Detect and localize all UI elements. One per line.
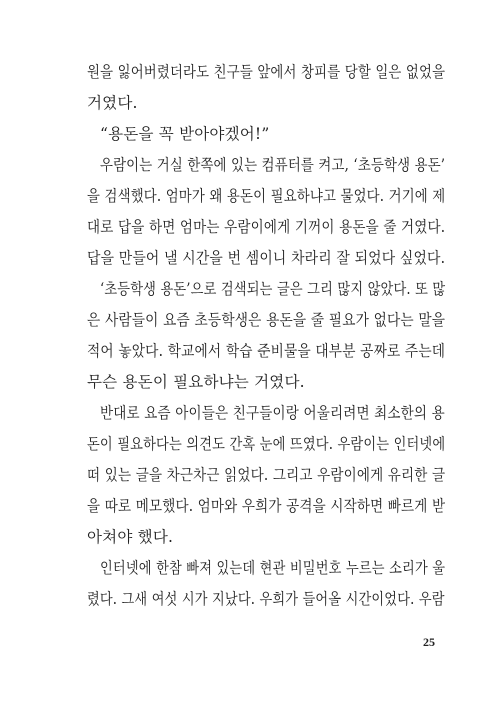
body-text-line: “용돈을 꼭 받아야겠어!”: [100, 125, 270, 143]
body-text-line: 무슨 용돈이 필요하냐는 거였다.: [87, 373, 305, 391]
body-text-line: 을 검색했다. 엄마가 왜 용돈이 필요하냐고 물었다. 거기에 제: [87, 187, 446, 205]
body-text-line: 인터넷에 한참 빠져 있는데 현관 비밀번호 누르는 소리가 울: [100, 559, 446, 577]
body-text-line: 돈이 필요하다는 의견도 간혹 눈에 뜨였다. 우람이는 인터넷에: [87, 435, 446, 453]
body-text-line: 거였다.: [87, 94, 138, 112]
body-text-line: 은 사람들이 요즘 초등학생은 용돈을 줄 필요가 없다는 말을: [87, 311, 446, 329]
body-text-line: 적어 놓았다. 학교에서 학습 준비물을 대부분 공짜로 주는데: [87, 342, 446, 360]
body-text-line: 아쳐야 했다.: [87, 528, 174, 546]
body-text-line: 을 따로 메모했다. 엄마와 우희가 공격을 시작하면 빠르게 받: [87, 497, 446, 515]
body-text-line: 반대로 요즘 아이들은 친구들이랑 어울리려면 최소한의 용: [100, 404, 445, 422]
body-text-line: 떠 있는 글을 차근차근 읽었다. 그리고 우람이에게 유리한 글: [87, 466, 446, 484]
body-text-line: ‘초등학생 용돈’으로 검색되는 글은 그리 많지 않았다. 또 많: [100, 280, 446, 298]
body-text-line: 렸다. 그새 여섯 시가 지났다. 우희가 들어올 시간이었다. 우람: [87, 590, 445, 608]
body-text-line: 답을 만들어 낼 시간을 번 셈이니 차라리 잘 되었다 싶었다.: [87, 249, 446, 267]
body-text-line: 우람이는 거실 한쪽에 있는 컴퓨터를 켜고, ‘초등학생 용돈’: [100, 156, 446, 174]
body-text-line: 대로 답을 하면 엄마는 우람이에게 기꺼이 용돈을 줄 거였다.: [87, 218, 446, 236]
body-text-line: 원을 잃어버렸더라도 친구들 앞에서 창피를 당할 일은 없었을: [87, 63, 446, 81]
page-number: 25: [423, 635, 435, 649]
